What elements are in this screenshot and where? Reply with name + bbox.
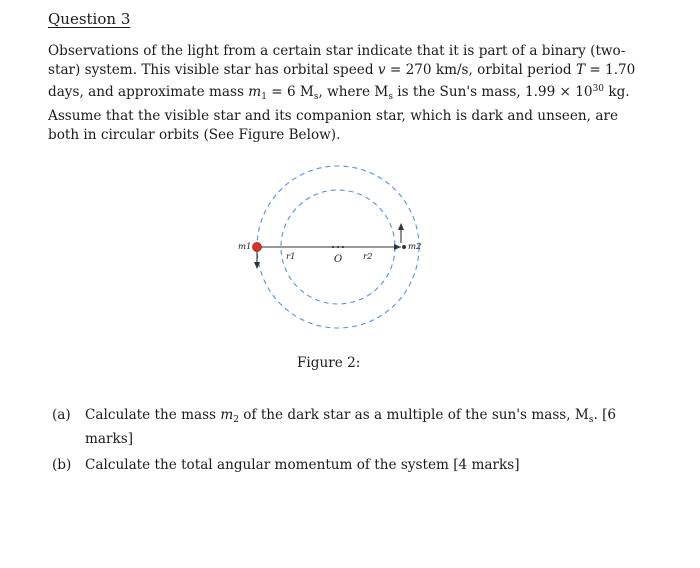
label-r1: r1 bbox=[286, 252, 296, 262]
part-b-text: Calculate the total angular momentum of the system [4 marks] bbox=[85, 457, 520, 473]
question-part-b bbox=[52, 456, 632, 476]
part-b-label: (b) bbox=[52, 457, 72, 473]
part-a-label: (a) bbox=[52, 407, 71, 423]
paragraph-line-5: both in circular orbits (See Figure Below). bbox=[48, 127, 341, 143]
velocity-arrow-m2 bbox=[398, 223, 404, 243]
center-dot bbox=[342, 246, 344, 248]
center-dot bbox=[337, 246, 339, 248]
visible-star bbox=[253, 243, 262, 252]
center-dot bbox=[332, 246, 334, 248]
binary-orbit-figure bbox=[230, 158, 440, 338]
question-part-a bbox=[52, 406, 632, 446]
paragraph-line-3: days, and approximate mass $m_1 = 6$ $M_s$, where $M_s$ is the Sun's mass, $1.99 \times 10^{30}$ kg. bbox=[48, 84, 630, 102]
figure-caption: Figure 2: bbox=[297, 355, 361, 371]
question-paragraph bbox=[48, 42, 636, 145]
label-m1: m1 bbox=[238, 242, 252, 252]
question-heading: Question 3 bbox=[48, 10, 131, 28]
label-origin: O bbox=[334, 254, 343, 265]
label-m2: m2 bbox=[408, 242, 422, 252]
paragraph-line-2: star) system. This visible star has orbital speed v = 270 km/s, orbital period T = 1.70 bbox=[48, 62, 636, 78]
pointer-arrow bbox=[394, 244, 401, 250]
dark-star bbox=[402, 245, 406, 249]
paragraph-line-4: Assume that the visible star and its companion star, which is dark and unseen, are bbox=[48, 108, 618, 124]
part-a-text: Calculate the mass $m_2$ of the dark star as a multiple of the sun's mass, $M_s$. [6 marks] bbox=[85, 407, 617, 447]
paragraph-line-1: Observations of the light from a certain star indicate that it is part of a binary (two- bbox=[48, 43, 626, 59]
label-r2: r2 bbox=[363, 252, 373, 262]
